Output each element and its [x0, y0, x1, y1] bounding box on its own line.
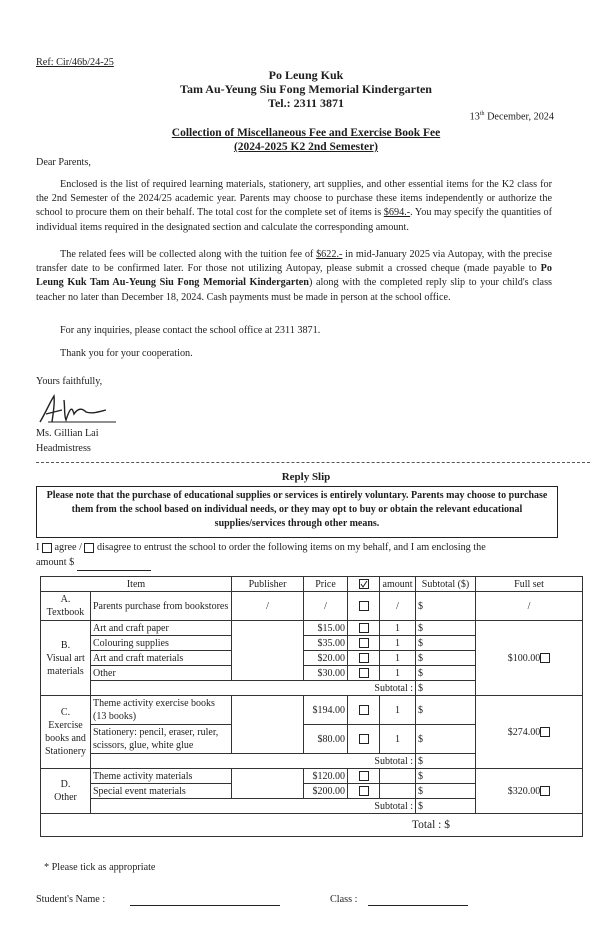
item-checkbox[interactable] — [359, 786, 369, 796]
table-header-row — [41, 577, 583, 592]
item-checkbox[interactable] — [359, 601, 369, 611]
table-cell-full-set: / — [476, 592, 583, 621]
letter-subtitle: (2024-2025 K2 2nd Semester) — [233, 141, 379, 153]
item-checkbox[interactable] — [359, 623, 369, 633]
item-checkbox[interactable] — [359, 668, 369, 678]
agreement-statement: I agree / disagree to entrust the school to order the following items on my behalf, and I am enclosing the amount $ — [36, 540, 586, 571]
subtotal-value[interactable]: $ — [416, 799, 476, 814]
table-cell-item: Other — [91, 666, 232, 681]
full-set-checkbox[interactable] — [540, 653, 550, 663]
student-name-label: Student's Name : — [36, 894, 106, 905]
table-cell-subtotal[interactable]: $ — [416, 725, 476, 754]
disagree-checkbox[interactable] — [84, 543, 94, 553]
full-set-checkbox[interactable] — [540, 786, 550, 796]
header-publisher: Publisher — [232, 577, 304, 592]
cut-line — [36, 462, 590, 463]
section-b-label: B. Visual art materials — [41, 621, 91, 696]
table-cell-price: $15.00 — [304, 621, 348, 636]
full-set-checkbox[interactable] — [540, 727, 550, 737]
table-cell-subtotal[interactable]: $ — [416, 769, 476, 784]
table-cell-price: $20.00 — [304, 651, 348, 666]
table-cell-price: $30.00 — [304, 666, 348, 681]
table-cell-amount: 1 — [380, 621, 416, 636]
signer-title: Headmistress — [36, 443, 91, 454]
table-cell-subtotal[interactable]: $ — [416, 696, 476, 725]
item-checkbox[interactable] — [359, 705, 369, 715]
letter-title: Collection of Miscellaneous Fee and Exercise Book Fee — [171, 127, 441, 139]
total-cost-amount: $694.- — [383, 207, 411, 219]
table-cell-publisher — [232, 769, 304, 799]
table-cell-full-set: $274.00 — [476, 696, 583, 769]
table-cell-item: Stationery: pencil, eraser, ruler, scissors, glue, white glue — [91, 725, 232, 754]
paragraph-payment: The related fees will be collected along with the tuition fee of $622.- in mid-January 2025 via Autopay, with the precise transfer date to be confirmed later. For those not utilizing Autopay, please submit a crossed cheque (made payable to Po Leung Kuk Tam Au-Yeung Siu Fong Memorial Kindergarten) along with the completed reply slip to your child's class teacher no later than December 18, 2024. Cash payments must be made in person at the school office. — [36, 249, 552, 303]
table-cell-tick — [348, 769, 380, 784]
table-row — [41, 696, 583, 725]
subtotal-value[interactable]: $ — [416, 681, 476, 696]
header-item: Item — [41, 577, 232, 592]
table-cell-amount: 1 — [380, 725, 416, 754]
table-cell-amount: / — [380, 592, 416, 621]
item-checkbox[interactable] — [359, 638, 369, 648]
table-cell-tick — [348, 592, 380, 621]
table-row — [41, 621, 583, 636]
table-cell-subtotal[interactable]: $ — [416, 666, 476, 681]
table-cell-amount: 1 — [380, 666, 416, 681]
paragraph-thanks: Thank you for your cooperation. — [60, 348, 193, 359]
table-cell-tick — [348, 666, 380, 681]
signature-image — [34, 392, 124, 428]
table-cell-item: Special event materials — [91, 784, 232, 799]
section-d-label: D. Other — [41, 769, 91, 814]
table-cell-subtotal[interactable]: $ — [416, 621, 476, 636]
table-cell-amount — [380, 769, 416, 784]
organization-name: Po Leung Kuk — [268, 68, 344, 82]
cheque-payee: Po Leung Kuk Tam Au-Yeung Siu Fong Memorial Kindergarten — [36, 263, 552, 289]
table-cell-tick — [348, 636, 380, 651]
school-telephone: Tel.: 2311 3871 — [268, 96, 344, 110]
items-table — [40, 576, 583, 837]
table-cell-item: Art and craft paper — [91, 621, 232, 636]
tuition-fee-amount: $622.- — [316, 249, 343, 260]
header-tick — [348, 577, 380, 592]
subtotal-label: Subtotal : — [91, 681, 416, 696]
header-amount: amount — [380, 577, 416, 592]
footnote: * Please tick as appropriate — [44, 862, 156, 873]
table-cell-tick — [348, 725, 380, 754]
table-cell-item: Colouring supplies — [91, 636, 232, 651]
checkbox-tick-icon — [359, 579, 369, 589]
table-cell-amount: 1 — [380, 636, 416, 651]
total-row — [41, 814, 583, 837]
table-cell-amount — [380, 784, 416, 799]
enclosed-amount-field[interactable] — [77, 555, 151, 571]
student-name-row — [36, 894, 280, 906]
item-checkbox[interactable] — [359, 734, 369, 744]
reference-number: Ref: Cir/46b/24-25 — [36, 57, 114, 68]
salutation: Dear Parents, — [36, 157, 91, 168]
subtotal-label: Subtotal : — [91, 754, 416, 769]
subtotal-label: Subtotal : — [91, 799, 416, 814]
header-subtotal: Subtotal ($) — [416, 577, 476, 592]
letter-date: 13th December, 2024 — [469, 111, 554, 123]
header-full-set: Full set — [476, 577, 583, 592]
table-cell-price: $120.00 — [304, 769, 348, 784]
item-checkbox[interactable] — [359, 653, 369, 663]
table-row — [41, 592, 583, 621]
table-cell-full-set: $320.00 — [476, 769, 583, 814]
table-row — [41, 769, 583, 784]
table-cell-tick — [348, 651, 380, 666]
table-cell-item: Art and craft materials — [91, 651, 232, 666]
item-checkbox[interactable] — [359, 771, 369, 781]
section-a-label: A. Textbook — [41, 592, 91, 621]
header-price: Price — [304, 577, 348, 592]
table-cell-subtotal[interactable]: $ — [416, 651, 476, 666]
class-label: Class : — [330, 894, 358, 905]
closing: Yours faithfully, — [36, 376, 103, 387]
table-cell-item: Theme activity exercise books (13 books) — [91, 696, 232, 725]
table-cell-item: Parents purchase from bookstores — [91, 592, 232, 621]
agree-checkbox[interactable] — [42, 543, 52, 553]
table-cell-tick — [348, 784, 380, 799]
table-cell-full-set: $100.00 — [476, 621, 583, 696]
section-c-label: C. Exercise books and Stationery — [41, 696, 91, 769]
table-cell-subtotal[interactable]: $ — [416, 636, 476, 651]
table-cell-amount: 1 — [380, 651, 416, 666]
table-cell-price: $80.00 — [304, 725, 348, 754]
table-cell-price: $200.00 — [304, 784, 348, 799]
table-cell-price: / — [304, 592, 348, 621]
table-cell-amount: 1 — [380, 696, 416, 725]
table-cell-price: $194.00 — [304, 696, 348, 725]
table-cell-publisher: / — [232, 592, 304, 621]
total-label: Total : $ — [41, 814, 583, 837]
table-cell-subtotal[interactable]: $ — [416, 592, 476, 621]
table-cell-price: $35.00 — [304, 636, 348, 651]
school-name: Tam Au-Yeung Siu Fong Memorial Kindergarten — [180, 82, 432, 96]
subtotal-value[interactable]: $ — [416, 754, 476, 769]
paragraph-intro: Enclosed is the list of required learning materials, stationery, art supplies, and other essential items for the K2 class for the 2nd Semester of the 2024/25 academic year. Parents may choose to purchase these items independently or authorize the school to procure them on their behalf. The total cost for the complete set of items is $694.-. You may specify the quantities of individual items required in the designated section and calculate the corresponding amount. — [36, 179, 552, 233]
class-field[interactable] — [368, 894, 468, 906]
table-cell-tick — [348, 696, 380, 725]
student-name-field[interactable] — [130, 894, 280, 906]
table-cell-item: Theme activity materials — [91, 769, 232, 784]
table-cell-publisher — [232, 696, 304, 754]
table-cell-tick — [348, 621, 380, 636]
signer-name: Ms. Gillian Lai — [36, 428, 99, 439]
class-row — [330, 894, 468, 906]
voluntary-notice: Please note that the purchase of educational supplies or services is entirely voluntary. Parents may choose to purchase them from the school based on individual needs, or they may opt to buy or obtain the relevant educational supplies/services through other means. — [36, 486, 558, 538]
table-cell-publisher — [232, 621, 304, 681]
table-cell-subtotal[interactable]: $ — [416, 784, 476, 799]
reply-slip-heading: Reply Slip — [281, 471, 331, 483]
paragraph-inquiries: For any inquiries, please contact the school office at 2311 3871. — [60, 325, 321, 336]
